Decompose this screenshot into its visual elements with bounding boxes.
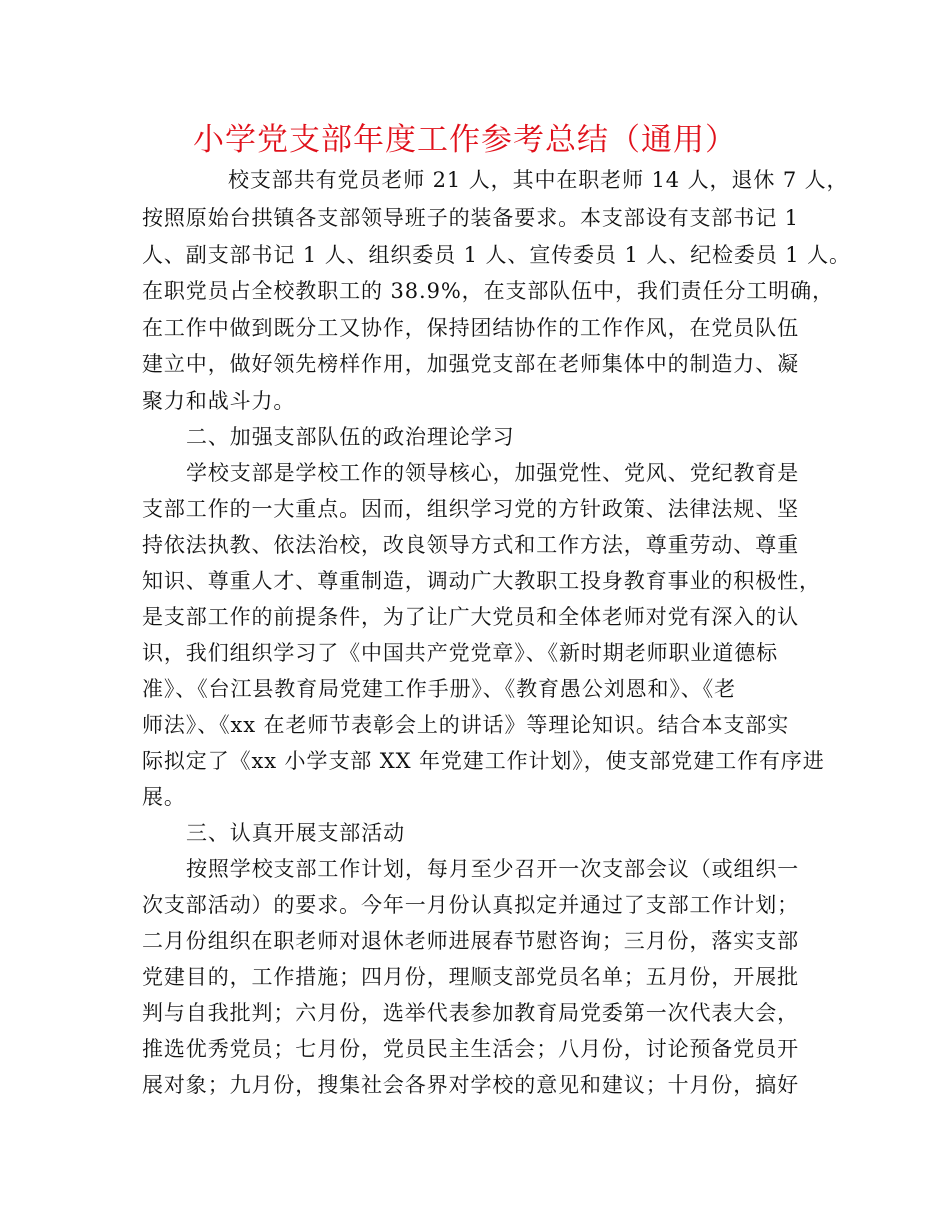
body-line: 建立中，做好领先榜样作用，加强党支部在老师集体中的制造力、凝 [142,352,799,376]
body-line: 二月份组织在职老师对退休老师进展春节慰咨询；三月份，落实支部 [142,929,799,953]
body-line: 学校支部是学校工作的领导核心，加强党性、党风、党纪教育是 [186,461,800,485]
body-line: 推选优秀党员；七月份，党员民主生活会；八月份，讨论预备党员开 [142,1037,799,1061]
body-line: 判与自我批判；六月份，选举代表参加教育局党委第一次代表大会， [142,1001,799,1025]
body-line: 际拟定了《xx 小学支部 XX 年党建工作计划》，使支部党建工作有序进 [142,749,825,773]
body-line: 是支部工作的前提条件，为了让广大党员和全体老师对党有深入的认 [142,605,799,629]
body-line: 聚力和战斗力。 [142,389,296,413]
body-line: 准》、《台江县教育局党建工作手册》、《教育愚公刘恩和》、《老 [142,677,736,701]
body-line: 校支部共有党员老师 21 人，其中在职老师 14 人，退休 7 人， [228,168,849,192]
body-line: 按照学校支部工作计划，每月至少召开一次支部会议（或组织一 [186,857,800,881]
body-line: 持依法执教、依法治校，改良领导方式和工作方法，尊重劳动、尊重 [142,533,799,557]
body-line: 展对象；九月份，搜集社会各界对学校的意见和建议；十月份，搞好 [142,1073,799,1097]
document-title: 小学党支部年度工作参考总结（通用） [193,122,737,158]
body-line: 次支部活动）的要求。今年一月份认真拟定并通过了支部工作计划； [142,893,799,917]
body-line: 知识、尊重人才、尊重制造，调动广大教职工投身教育事业的积极性， [142,569,821,593]
section-heading: 三、认真开展支部活动 [186,821,405,845]
body-line: 支部工作的一大重点。因而，组织学习党的方针政策、法律法规、坚 [142,497,799,521]
section-heading: 二、加强支部队伍的政治理论学习 [186,425,515,449]
body-line: 在工作中做到既分工又协作，保持团结协作的工作作风，在党员队伍 [142,316,799,340]
body-line: 在职党员占全校教职工的 38.9%，在支部队伍中，我们责任分工明确， [142,279,834,303]
body-line: 识，我们组织学习了《中国共产党党章》、《新时期老师职业道德标 [142,641,778,665]
body-line: 按照原始台拱镇各支部领导班子的装备要求。本支部设有支部书记 1 [142,206,799,230]
body-line: 党建目的，工作措施；四月份，理顺支部党员名单；五月份，开展批 [142,965,799,989]
body-line: 人、副支部书记 1 人、组织委员 1 人、宣传委员 1 人、纪检委员 1 人。 [142,243,851,267]
body-line: 师法》、《xx 在老师节表彰会上的讲话》等理论知识。结合本支部实 [142,713,790,737]
body-line: 展。 [142,785,186,809]
